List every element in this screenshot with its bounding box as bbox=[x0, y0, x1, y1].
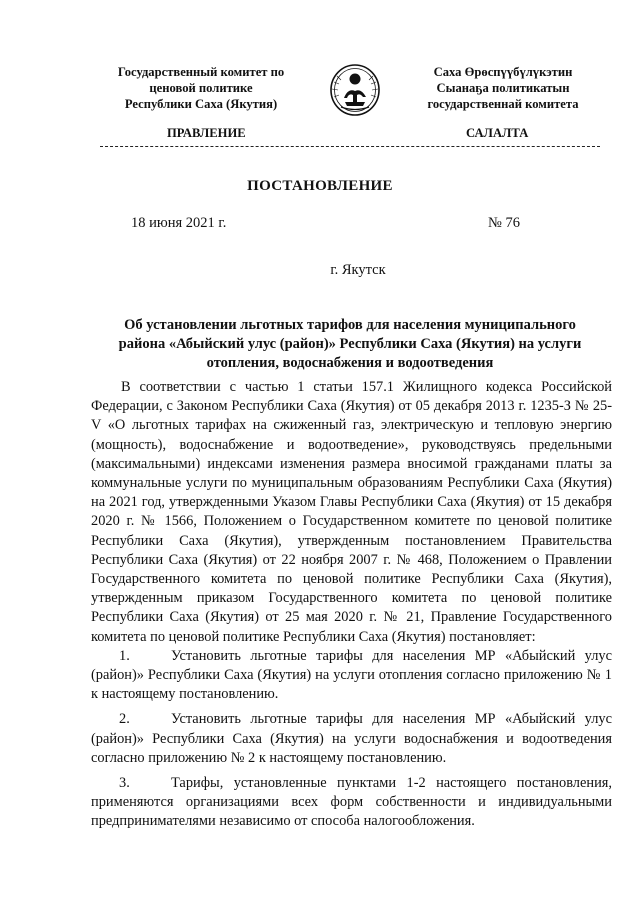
document-subject: Об установлении льготных тарифов для населения муниципального района «Абыйский улус (район)» Республики Саха (Якутия) на услуги отопления, водоснабжения и водоотведения bbox=[118, 317, 582, 371]
letterhead bbox=[0, 64, 640, 144]
department-label-russian: ПРАВЛЕНИЕ bbox=[167, 126, 246, 140]
coat-of-arms-icon bbox=[315, 64, 395, 116]
list-item bbox=[91, 774, 612, 832]
committee-name-russian: Государственный комитет по ценовой политике Республики Саха (Якутия) bbox=[117, 65, 285, 111]
list-item bbox=[91, 710, 612, 768]
document-date: 18 июня 2021 г. bbox=[131, 215, 227, 231]
list-item-text: Тарифы, установленные пунктами 1-2 настоящего постановления, применяются организациями всех форм собственности и индивидуальными предпринимателями независимо от способа налогообложения. bbox=[91, 775, 612, 830]
list-item-number: 3. bbox=[119, 775, 130, 792]
document-title: ПОСТАНОВЛЕНИЕ bbox=[247, 178, 393, 194]
list-item-number: 1. bbox=[119, 647, 130, 664]
document-body bbox=[91, 378, 612, 832]
list-item-text: Установить льготные тарифы для населения МР «Абыйский улус (район)» Республики Саха (Якутия) на услуги отопления согласно приложению № 1 к настоящему постановлению. bbox=[91, 647, 612, 703]
document-number: № 76 bbox=[488, 215, 520, 231]
header-divider bbox=[100, 146, 600, 147]
preamble-paragraph: В соответствии с частью 1 статьи 157.1 Жилищного кодекса Российской Федерации, с Законом Республики Саха (Якутия) от 05 декабря 2013 г. 1235-З № 25-V «О льготных тарифах на сжиженный газ, электрическую и тепловую энергию (мощность), водоснабжение и водоотведение», руководствуясь предельными (максимальными) индексами изменения размера вносимой гражданами платы за коммунальные услуги по муниципальным образованиям Республики Саха (Якутия) на 2021 год, утвержденными Указом Главы Республики Саха (Якутия) от 15 декабря 2020 г. № 1566, Положением о Государственном комитете по ценовой политике Республики Саха (Якутия), утвержденным постановлением Правительства Республики Саха (Якутия) от 22 ноября 2007 г. № 468, Положением о Правлении Государственного комитета по ценовой политике Республики Саха (Якутия), утвержденным приказом Государственного комитета по ценовой политике Республики Саха (Якутия) от 25 мая 2020 г. № 21, Правление Государственного комитета по ценовой политике Республики Саха (Якутия) постановляет: bbox=[91, 379, 612, 645]
list-item-text: Установить льготные тарифы для населения МР «Абыйский улус (район)» Республики Саха (Якутия) на услуги водоснабжения и водоотведения согласно приложению № 2 к настоящему постановлению. bbox=[91, 711, 612, 766]
list-item bbox=[91, 647, 612, 705]
committee-name-yakut: Саха Өрөспүүбүлүкэтин Сыанаҕа политикатын государственнай комитета bbox=[427, 65, 579, 111]
document-city: г. Якутск bbox=[330, 262, 386, 278]
department-label-yakut: САЛАЛТА bbox=[466, 126, 529, 140]
list-item-number: 2. bbox=[119, 711, 130, 728]
